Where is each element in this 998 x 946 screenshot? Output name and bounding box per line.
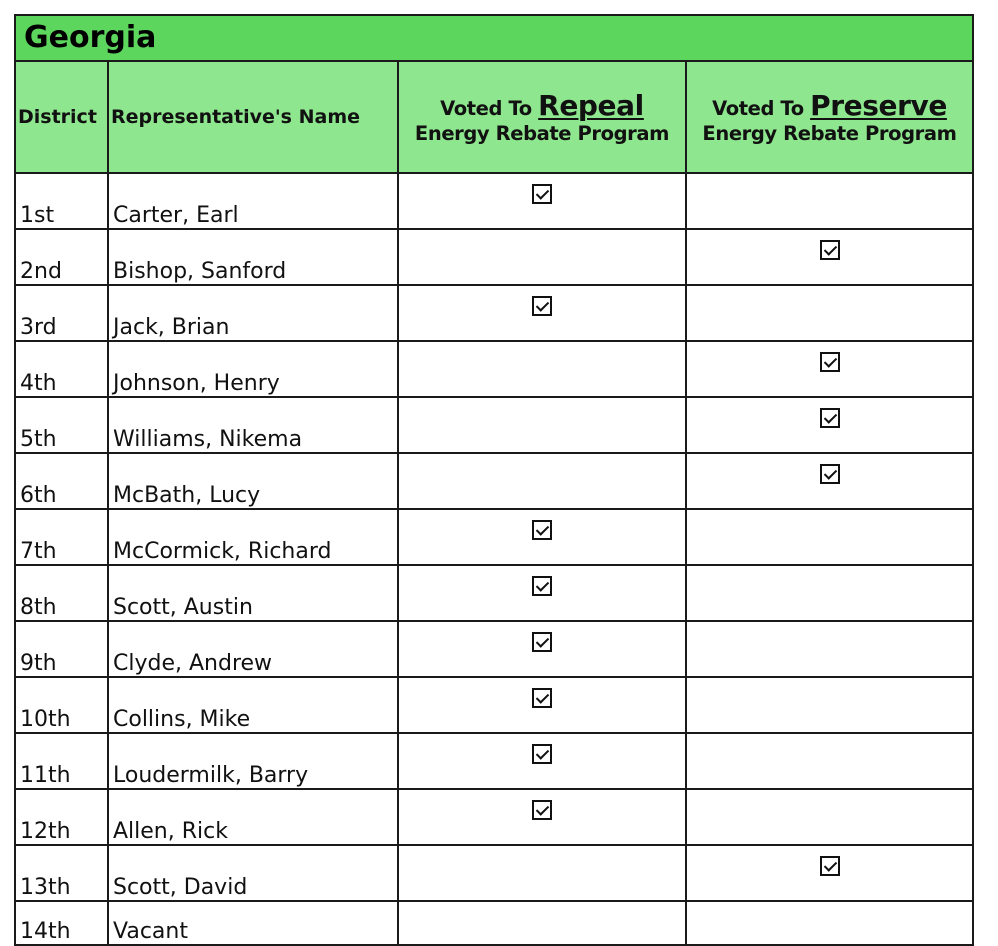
checkbox-checked-icon (820, 464, 840, 484)
preserve-vote-cell (686, 621, 972, 677)
preserve-vote-cell (686, 453, 972, 509)
repeal-vote-cell (398, 173, 686, 229)
checkbox-checked-icon (820, 352, 840, 372)
district-cell: 8th (16, 565, 108, 621)
repeal-vote-cell (398, 229, 686, 285)
repeal-vote-cell (398, 677, 686, 733)
representative-name-cell: Clyde, Andrew (108, 621, 398, 677)
checkbox-checked-icon (820, 240, 840, 260)
district-cell: 11th (16, 733, 108, 789)
preserve-vote-cell (686, 677, 972, 733)
preserve-vote-cell (686, 733, 972, 789)
repeal-header-suffix: Energy Rebate Program (414, 122, 670, 145)
table-row (16, 565, 972, 621)
representative-name-cell: Collins, Mike (108, 677, 398, 733)
repeal-vote-cell (398, 621, 686, 677)
preserve-header-word: Preserve (810, 89, 947, 122)
representative-name-cell: Loudermilk, Barry (108, 733, 398, 789)
district-cell: 12th (16, 789, 108, 845)
repeal-header (398, 62, 686, 173)
preserve-vote-cell (686, 845, 972, 901)
representative-name-cell: McBath, Lucy (108, 453, 398, 509)
checkbox-checked-icon (820, 408, 840, 428)
checkbox-checked-icon (532, 744, 552, 764)
representative-name-cell: Allen, Rick (108, 789, 398, 845)
preserve-header-suffix: Energy Rebate Program (702, 122, 957, 145)
preserve-header-prefix: Voted To (712, 97, 804, 120)
district-cell: 7th (16, 509, 108, 565)
representative-name-cell: Scott, David (108, 845, 398, 901)
repeal-vote-cell (398, 509, 686, 565)
representative-name-cell: McCormick, Richard (108, 509, 398, 565)
table-row (16, 397, 972, 453)
representative-name-cell: Vacant (108, 901, 398, 944)
table-row (16, 285, 972, 341)
checkbox-checked-icon (532, 184, 552, 204)
repeal-vote-cell (398, 397, 686, 453)
table-row (16, 173, 972, 229)
preserve-vote-cell (686, 397, 972, 453)
repeal-vote-cell (398, 789, 686, 845)
repeal-vote-cell (398, 565, 686, 621)
vote-table-sheet (14, 14, 974, 946)
repeal-header-prefix: Voted To (440, 97, 532, 120)
district-cell: 5th (16, 397, 108, 453)
table-row (16, 229, 972, 285)
table-row (16, 845, 972, 901)
checkbox-checked-icon (532, 632, 552, 652)
district-header: District (16, 62, 108, 173)
district-cell: 13th (16, 845, 108, 901)
repeal-vote-cell (398, 733, 686, 789)
district-cell: 1st (16, 173, 108, 229)
repeal-vote-cell (398, 453, 686, 509)
table-row (16, 901, 972, 944)
repeal-vote-cell (398, 285, 686, 341)
table-row (16, 733, 972, 789)
state-title: Georgia (16, 16, 972, 62)
representative-name-cell: Williams, Nikema (108, 397, 398, 453)
preserve-vote-cell (686, 565, 972, 621)
district-cell: 6th (16, 453, 108, 509)
district-cell: 2nd (16, 229, 108, 285)
preserve-vote-cell (686, 341, 972, 397)
preserve-vote-cell (686, 173, 972, 229)
preserve-vote-cell (686, 285, 972, 341)
checkbox-checked-icon (532, 296, 552, 316)
representative-name-cell: Bishop, Sanford (108, 229, 398, 285)
district-cell: 4th (16, 341, 108, 397)
vote-table (16, 62, 972, 944)
preserve-vote-cell (686, 901, 972, 944)
district-cell: 10th (16, 677, 108, 733)
table-row (16, 509, 972, 565)
checkbox-checked-icon (532, 688, 552, 708)
repeal-vote-cell (398, 341, 686, 397)
representative-name-cell: Carter, Earl (108, 173, 398, 229)
checkbox-checked-icon (820, 856, 840, 876)
table-row (16, 621, 972, 677)
preserve-header (686, 62, 972, 173)
table-row (16, 341, 972, 397)
table-row (16, 789, 972, 845)
table-row (16, 677, 972, 733)
checkbox-checked-icon (532, 800, 552, 820)
table-row (16, 453, 972, 509)
representative-name-cell: Johnson, Henry (108, 341, 398, 397)
district-cell: 3rd (16, 285, 108, 341)
name-header: Representative's Name (108, 62, 398, 173)
repeal-vote-cell (398, 845, 686, 901)
preserve-vote-cell (686, 509, 972, 565)
preserve-vote-cell (686, 229, 972, 285)
district-cell: 9th (16, 621, 108, 677)
header-row (16, 62, 972, 173)
representative-name-cell: Jack, Brian (108, 285, 398, 341)
representative-name-cell: Scott, Austin (108, 565, 398, 621)
repeal-vote-cell (398, 901, 686, 944)
checkbox-checked-icon (532, 520, 552, 540)
repeal-header-word: Repeal (538, 89, 644, 122)
district-cell: 14th (16, 901, 108, 944)
checkbox-checked-icon (532, 576, 552, 596)
preserve-vote-cell (686, 789, 972, 845)
